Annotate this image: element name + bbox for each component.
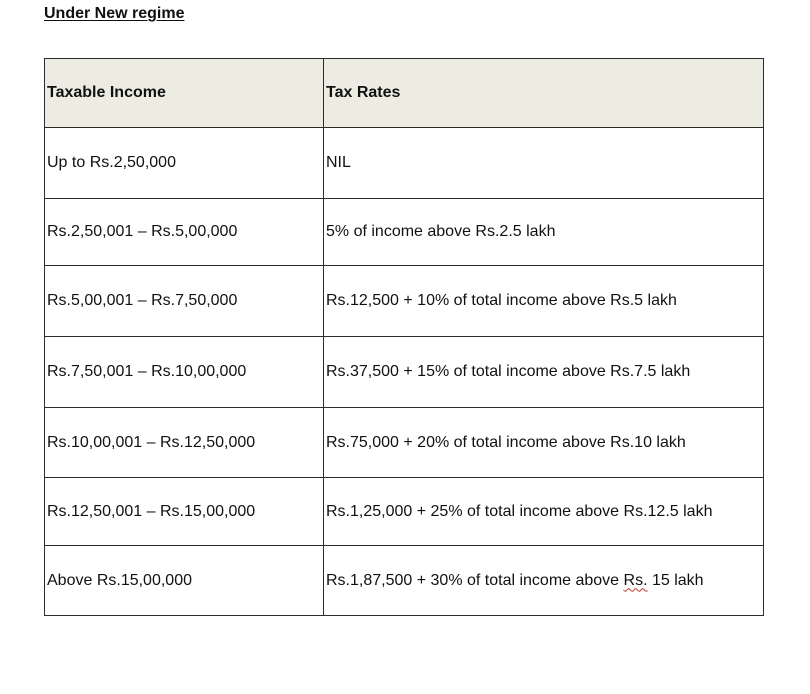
rate-cell: Rs.37,500 + 15% of total income above Rs.7.5 lakh (324, 337, 764, 408)
income-cell: Up to Rs.2,50,000 (45, 128, 324, 199)
rate-cell: NIL (324, 128, 764, 199)
header-taxable-income: Taxable Income (45, 59, 324, 128)
table-row (45, 266, 764, 337)
income-cell: Above Rs.15,00,000 (45, 546, 324, 616)
table-row (45, 408, 764, 478)
table-row (45, 478, 764, 546)
table-header-row (45, 59, 764, 128)
table-row (45, 337, 764, 408)
header-tax-rates: Tax Rates (324, 59, 764, 128)
rate-cell (324, 546, 764, 616)
income-cell: Rs.5,00,001 – Rs.7,50,000 (45, 266, 324, 337)
table-row (45, 199, 764, 266)
income-cell: Rs.7,50,001 – Rs.10,00,000 (45, 337, 324, 408)
income-cell: Rs.2,50,001 – Rs.5,00,000 (45, 199, 324, 266)
rate-cell: Rs.1,25,000 + 25% of total income above Rs.12.5 lakh (324, 478, 764, 546)
tax-slab-table (44, 58, 764, 616)
rate-cell: Rs.12,500 + 10% of total income above Rs.5 lakh (324, 266, 764, 337)
income-cell: Rs.12,50,001 – Rs.15,00,000 (45, 478, 324, 546)
table-row (45, 546, 764, 616)
rate-cell: 5% of income above Rs.2.5 lakh (324, 199, 764, 266)
table-row (45, 128, 764, 199)
rate-cell: Rs.75,000 + 20% of total income above Rs.10 lakh (324, 408, 764, 478)
rate-text-suffix: 15 lakh (647, 571, 704, 589)
page-heading: Under New regime (44, 5, 185, 22)
spellcheck-marked-text: Rs. (623, 571, 648, 589)
income-cell: Rs.10,00,001 – Rs.12,50,000 (45, 408, 324, 478)
rate-text-prefix: Rs.1,87,500 + 30% of total income above (326, 571, 624, 589)
